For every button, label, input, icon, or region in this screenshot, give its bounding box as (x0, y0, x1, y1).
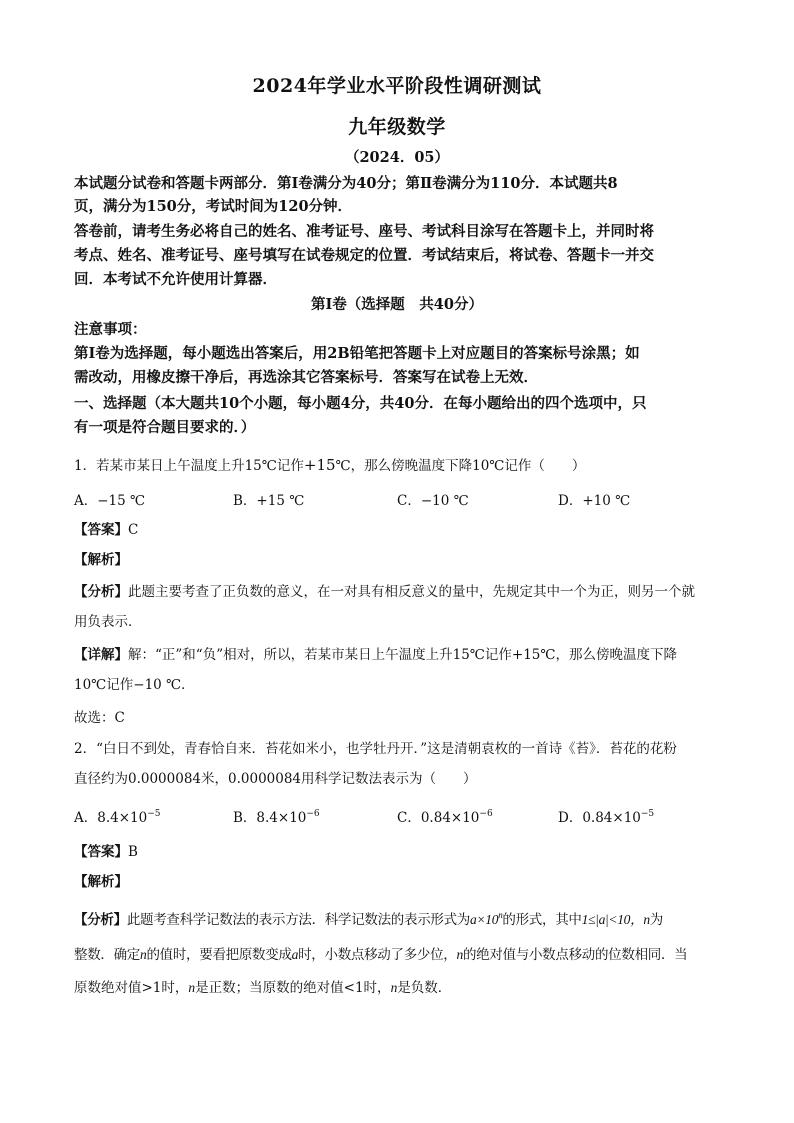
var-n: n (140, 947, 147, 962)
option-a: A．−15 ℃ (74, 493, 146, 509)
option-label: C． (397, 810, 421, 826)
question-2-fenxi (74, 910, 724, 930)
fenxi-text: 是负数． (397, 980, 452, 996)
question-2-stem-cont: 直径约为0.0000084米，0.0000084用科学记数法表示为（ ） (74, 771, 477, 787)
xiangjie-text: 解：“正”和“负”相对，所以，若某市某日上午温度上升15℃记作+15℃，那么傍晚温度下降 (128, 647, 677, 663)
option-label: B． (233, 810, 257, 826)
var-n: n (456, 947, 463, 962)
option-exponent: −5 (640, 809, 655, 819)
part-instruction: 有一项是符合题目要求的．） (74, 419, 256, 436)
exam-date: （2024．05） (344, 149, 450, 166)
answer-value: C (128, 522, 139, 538)
fenxi-text: 的绝对值与小数点移动的位数相同．当 (462, 947, 688, 963)
question-1-stem-text: ℃，那么傍晚温度下降10℃记作（ ） (335, 458, 586, 474)
answer-tag: 【答案】 (74, 522, 128, 538)
fenxi-text: 为 (649, 912, 663, 928)
formula-exponent: n (498, 910, 503, 920)
option-c (397, 806, 493, 826)
question-1-choice: 故选：C (74, 710, 125, 726)
intro-line: 页，满分为150分，考试时间为120分钟． (74, 198, 353, 215)
question-2-answer (74, 842, 724, 862)
answer-tag: 【答案】 (74, 844, 128, 860)
fenxi-text: 时，小数点移动了多少位， (298, 947, 457, 963)
option-exponent: −6 (479, 809, 493, 819)
option-c: C．−10 ℃ (397, 493, 469, 509)
option-mantissa: 8.4×10 (97, 810, 148, 826)
fenxi-tag: 【分析】 (74, 584, 128, 600)
question-2-options (74, 806, 734, 826)
option-label: A． (74, 810, 98, 826)
var-n: n (390, 980, 398, 995)
option-exponent: −6 (306, 809, 320, 819)
question-1-xiangjie-cont: 10℃记作−10 ℃． (74, 677, 195, 693)
inequality: 1≤|a|<10， (581, 912, 644, 927)
intro-line: 回．本考试不允许使用计算器． (74, 271, 277, 288)
option-b (233, 806, 320, 826)
question-1-analysis-tag (74, 550, 724, 570)
fenxi-text: 原数绝对值>1时， (74, 980, 189, 996)
question-1-xiangjie (74, 645, 724, 665)
notes-line: 第Ⅰ卷为选择题，每小题选出答案后，用2B铅笔把答题卡上对应题目的答案标号涂黑；如 (74, 345, 640, 362)
fenxi-text: 是正数；当原数的绝对值<1时， (195, 980, 391, 996)
xiangjie-tag: 【详解】 (74, 647, 128, 663)
question-2-analysis-tag (74, 872, 724, 892)
formula: a×10 (470, 912, 499, 927)
analysis-tag: 【解析】 (74, 552, 128, 568)
analysis-tag: 【解析】 (74, 874, 128, 890)
exam-title: 2024年学业水平阶段性调研测试 (252, 75, 542, 97)
notes-title: 注意事项： (74, 321, 147, 338)
notes-line: 需改动，用橡皮擦干净后，再选涂其它答案标号．答案写在试卷上无效． (74, 369, 538, 386)
option-b: B．+15 ℃ (233, 493, 305, 509)
question-1-options (74, 489, 734, 509)
fenxi-text: 的形式，其中 (502, 912, 582, 928)
var-a: a (291, 947, 299, 962)
section-heading: 第Ⅰ卷（选择题 共40分） (311, 296, 483, 313)
question-1-answer (74, 520, 724, 540)
fenxi-text: 此题主要考查了正负数的意义，在一对具有相反意义的量中，先规定其中一个为正，则另一个就 (128, 584, 695, 600)
intro-line: 考点、姓名、准考证号、座号填写在试卷规定的位置．考试结束后，将试卷、答题卡一并交 (74, 247, 654, 264)
question-2-fenxi-cont (74, 945, 724, 965)
option-mantissa: 0.84×10 (420, 810, 480, 826)
option-d: D．+10 ℃ (558, 493, 631, 509)
intro-line: 本试题分试卷和答题卡两部分．第Ⅰ卷满分为40分；第Ⅱ卷满分为110分．本试题共8 (74, 175, 618, 192)
question-1-stem-value: +15 (303, 456, 336, 474)
fenxi-tag: 【分析】 (74, 912, 127, 928)
option-mantissa: 0.84×10 (582, 810, 641, 826)
fenxi-text: 的值时，要看把原数变成 (146, 947, 292, 963)
intro-line: 答卷前，请考生务必将自己的姓名、准考证号、座号、考试科目涂写在答题卡上，并同时将 (74, 223, 654, 240)
var-n: n (188, 980, 196, 995)
option-mantissa: 8.4×10 (256, 810, 307, 826)
option-exponent: −5 (147, 809, 161, 819)
option-a (74, 806, 161, 826)
answer-value: B (128, 844, 138, 860)
part-instruction: 一、选择题（本大题共10个小题，每小题4分，共40分．在每小题给出的四个选项中，只 (74, 395, 647, 412)
var-n: n (643, 912, 650, 927)
option-label: D． (558, 810, 583, 826)
exam-subject: 九年级数学 (348, 116, 446, 138)
question-2-stem: 2．“白日不到处，青春恰自来．苔花如米小，也学牡丹开．”这是清朝袁枚的一首诗《苔》．苔花的花粉 (74, 741, 677, 757)
fenxi-text: 此题考查科学记数法的表示方法．科学记数法的表示形式为 (126, 912, 471, 928)
question-1-fenxi (74, 582, 724, 602)
question-1-stem (74, 455, 724, 476)
fenxi-text: 整数．确定 (74, 947, 140, 963)
question-2-fenxi-cont (74, 978, 724, 998)
question-1-stem-text: 1．若某市某日上午温度上升15℃记作 (74, 458, 304, 474)
question-1-fenxi-cont: 用负表示． (74, 614, 142, 630)
option-d (558, 806, 654, 826)
